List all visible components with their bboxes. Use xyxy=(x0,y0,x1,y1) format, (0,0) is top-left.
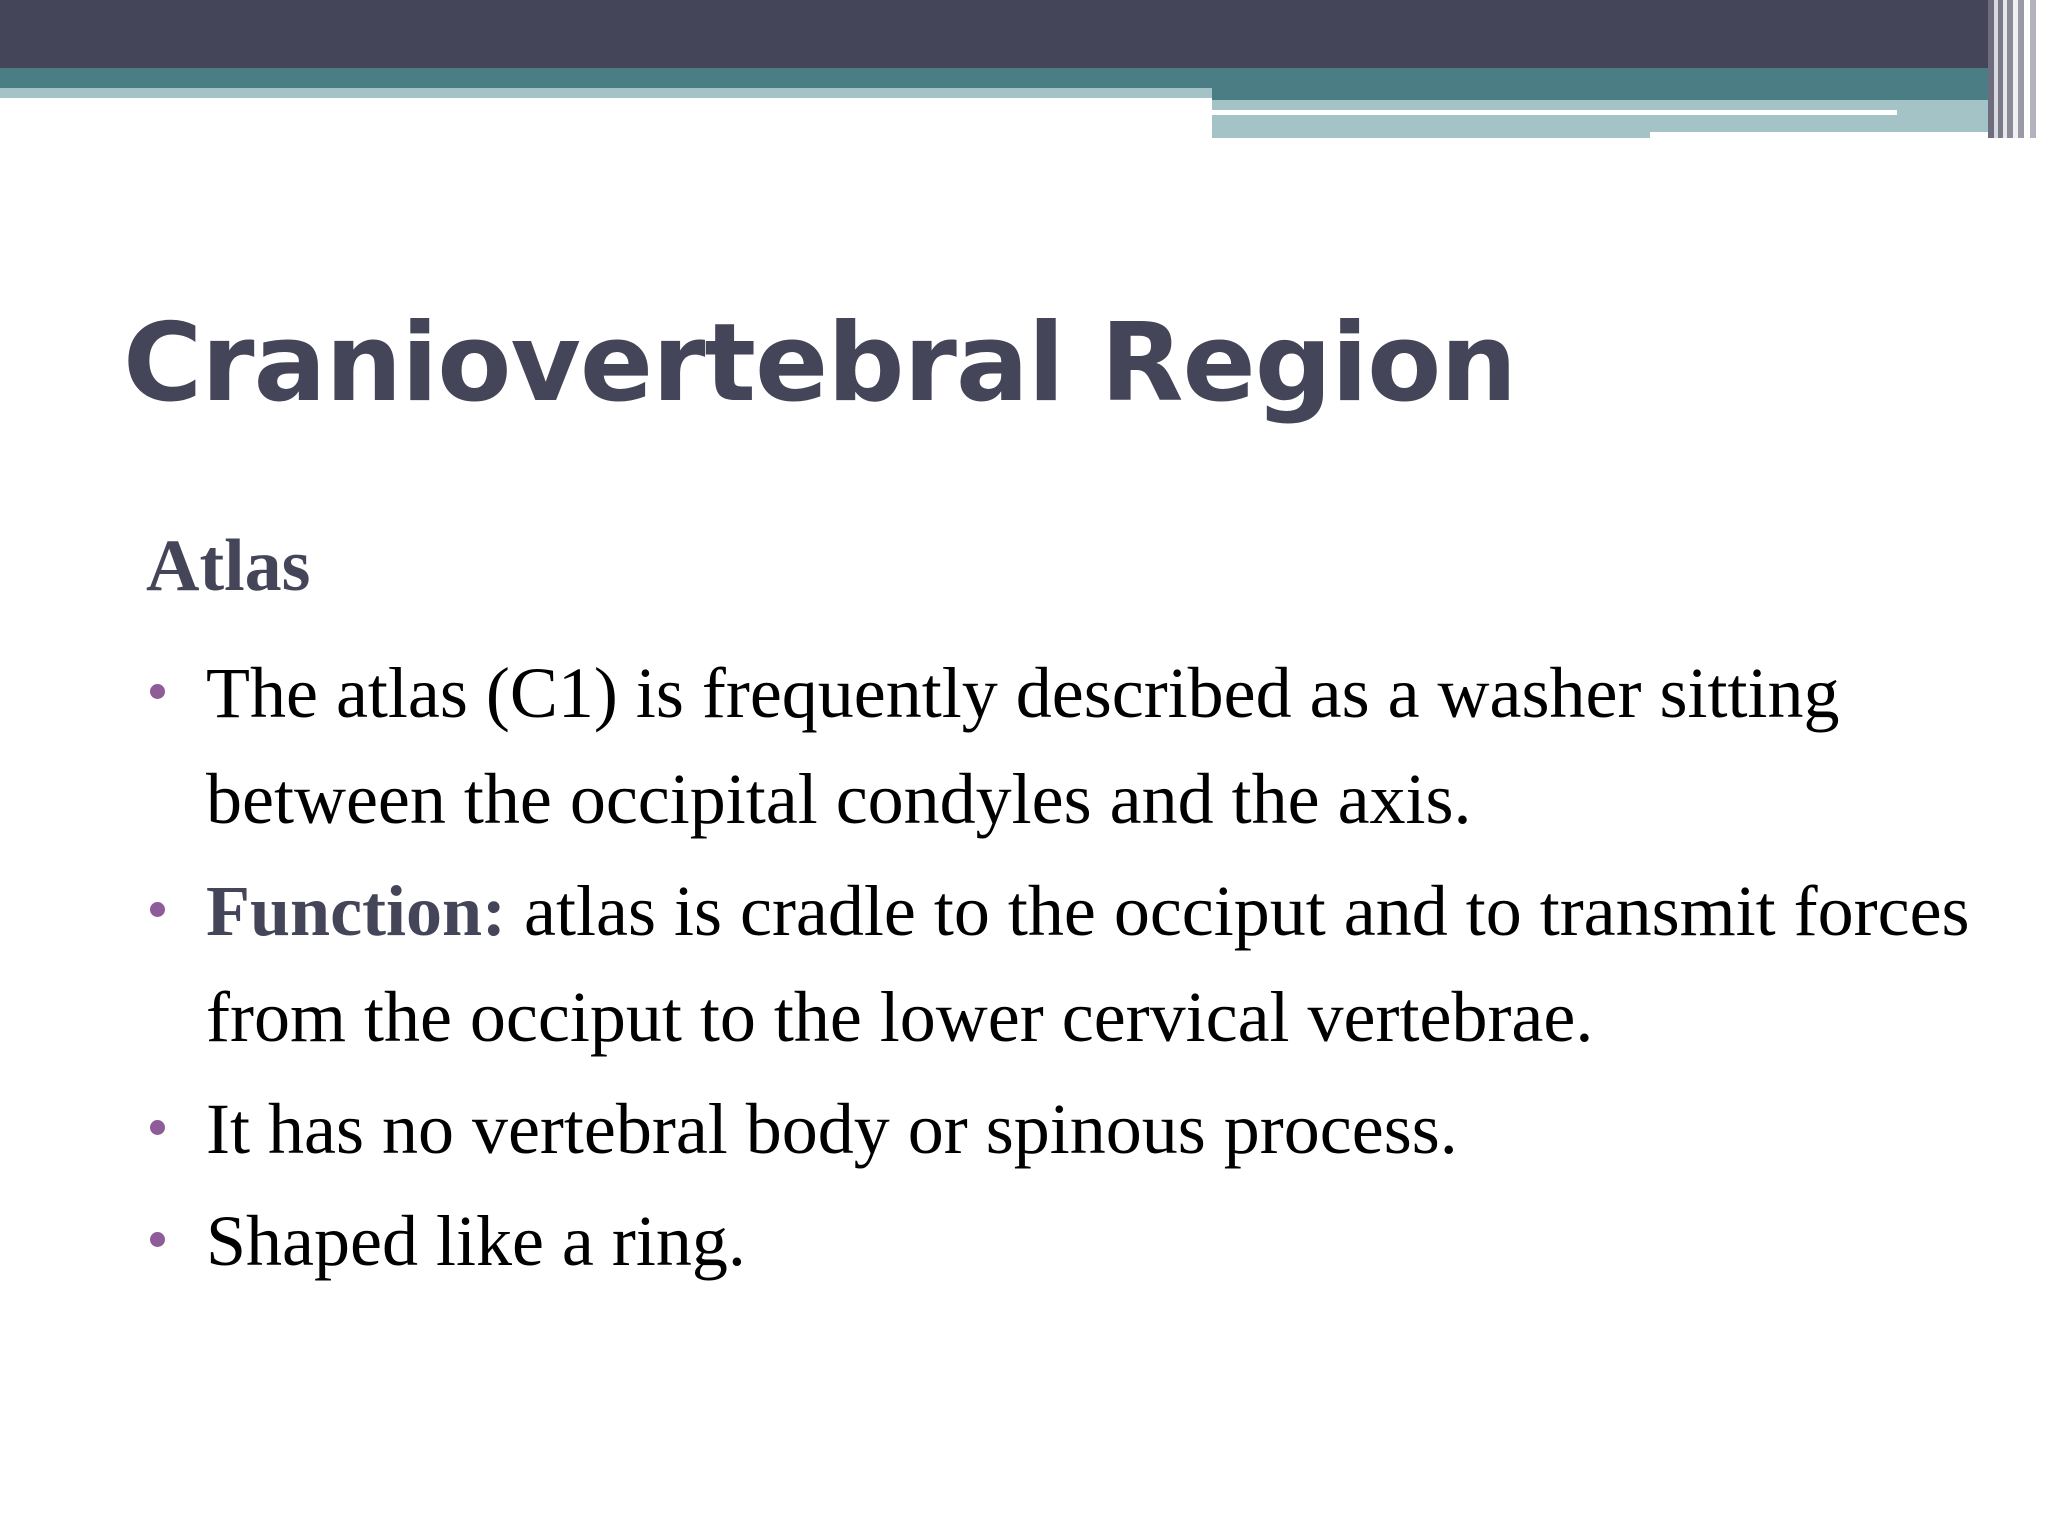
header-accent-line-2 xyxy=(1650,132,2010,138)
header-band-teal-right xyxy=(1212,68,2022,100)
slide-subheading: Atlas xyxy=(146,525,311,607)
header-band-light-left xyxy=(0,88,1212,98)
header-band-dark xyxy=(0,0,2048,68)
bullet-item xyxy=(146,1076,2006,1182)
slide-title: Craniovertebral Region xyxy=(123,301,1517,426)
header-stripes xyxy=(1988,0,2048,138)
bullet-text: It has no vertebral body or spinous process. xyxy=(206,1089,1458,1169)
bullet-lead: Function: xyxy=(206,871,507,951)
bullet-dot-icon xyxy=(150,1120,165,1135)
bullet-item xyxy=(146,640,2006,852)
bullet-dot-icon xyxy=(150,1232,165,1247)
header-accent-line xyxy=(1212,110,1897,115)
bullet-list xyxy=(146,640,2006,1294)
bullet-dot-icon xyxy=(150,902,165,917)
bullet-text: Shaped like a ring. xyxy=(206,1201,746,1281)
bullet-item xyxy=(146,858,2006,1070)
bullet-text: atlas is cradle to the occiput and to transmit forces from the occiput to the lower cervical vertebrae. xyxy=(206,871,1970,1057)
bullet-item xyxy=(146,1188,2006,1294)
bullet-text: The atlas (C1) is frequently described as a washer sitting between the occipital condyles and the axis. xyxy=(206,653,1840,839)
header-band-teal-left xyxy=(0,68,1212,88)
bullet-dot-icon xyxy=(150,684,165,699)
